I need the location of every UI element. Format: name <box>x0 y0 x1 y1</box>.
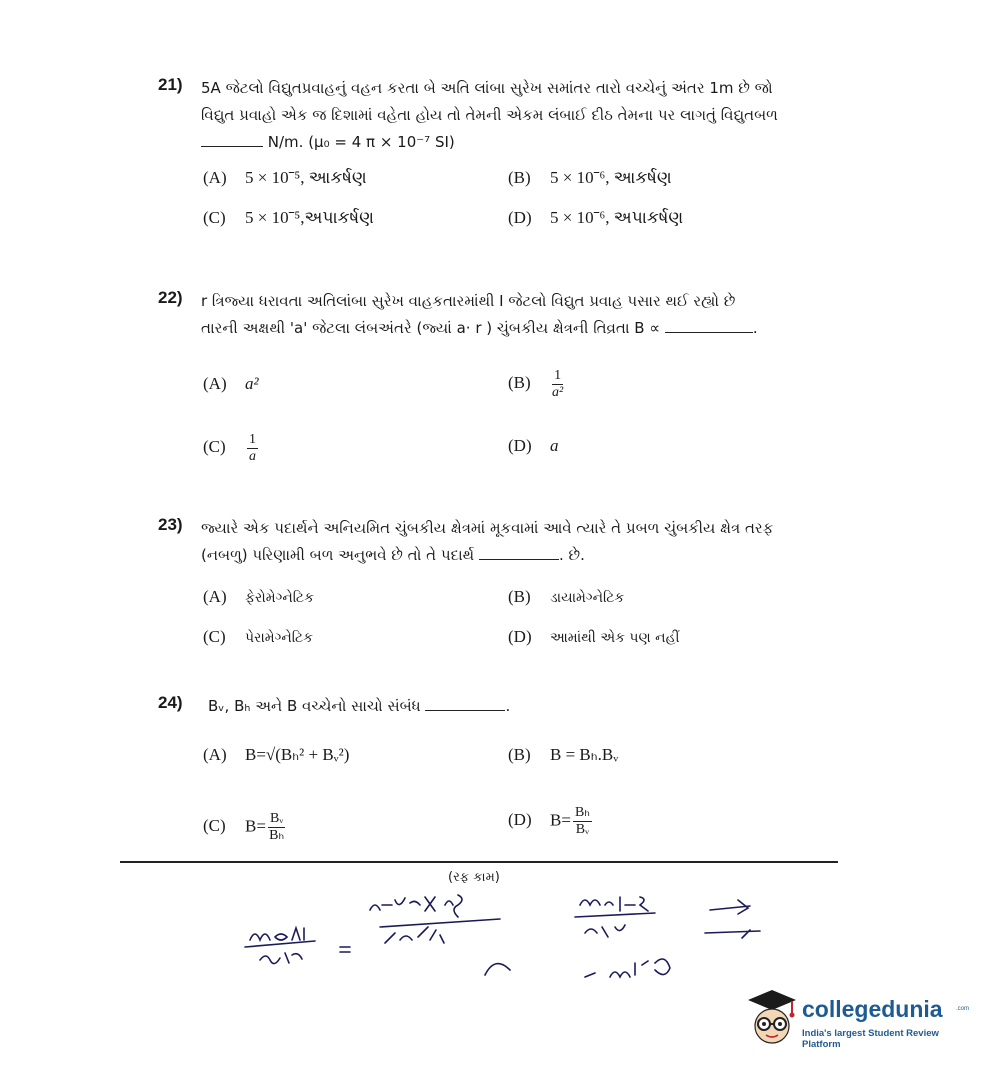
question-22 <box>158 288 818 478</box>
option-b[interactable]: (B) $\frac{1}{\text{a²}}$ <box>508 368 564 400</box>
option-a[interactable]: (A) B=√(Bₕ² + Bᵥ²) <box>203 745 350 764</box>
option-d[interactable]: (D) B= $\frac{\text{Bₕ}}{\text{Bᵥ}}$ <box>508 805 590 837</box>
question-text: 5A જેટલો વિદ્યુતપ્રવાહનું વહન કરતા બે અતિ લાંબા સુરેખ સમાંતર તારો વચ્ચેનું અંતર 1m છે જો વિદ્યુત પ્રવાહો એક જ દિશામાં વહેતા હોય તો તેમની એકમ લંબાઈ દીઠ તેમના પર લાગતું વિદ્યુતબળ N/m. (μ₀ = 4 π × 10⁻⁷ SI) <box>201 79 778 151</box>
logo-tagline: India's largest Student Review Platform <box>802 1028 939 1050</box>
fraction: $\frac{\text{Bₕ}}{\text{Bᵥ}}$ <box>574 805 590 837</box>
logo-suffix: .com <box>956 1006 970 1012</box>
fraction: $\frac{\text{Bᵥ}}{\text{Bₕ}}$ <box>269 811 285 843</box>
answer-blank <box>665 332 753 333</box>
option-c[interactable]: (C) B= $\frac{\text{Bᵥ}}{\text{Bₕ}}$ <box>203 811 285 843</box>
collegedunia-logo[interactable] <box>744 990 970 1050</box>
question-text: જ્યારે એક પદાર્થને અનિયમિત ચુંબકીય ક્ષેત્રમાં મૂકવામાં આવે ત્યારે તે પ્રબળ ચુંબકીય ક્ષેત્ર તરફ (નબળુ) પરિણામી બળ અનુભવે છે તો તે પદાર્થ . છે. <box>201 519 774 564</box>
option-b[interactable]: (B) ડાયામેગ્નેટિક <box>508 587 625 606</box>
answer-blank <box>201 146 263 147</box>
logo-name: collegedunia <box>802 996 943 1022</box>
fraction: $\frac{1}{\text{a²}}$ <box>552 368 564 400</box>
option-d[interactable]: (D) આમાંથી એક પણ નહીં <box>508 627 680 646</box>
option-c[interactable]: (C) પેરામેગ્નેટિક <box>203 627 313 646</box>
question-text: r ત્રિજ્યા ધરાવતા અતિલાંબા સુરેખ વાહકતારમાંથી I જેટલો વિદ્યુત પ્રવાહ પસાર થઈ રહ્યો છે તારની અક્ષથી 'a' જેટલા લંબઅંતરે (જ્યાં a· r ) ચુંબકીય ક્ષેત્રની તિવ્રતા B ∝ . <box>201 292 758 337</box>
rough-work-label: (રફ કામ) <box>448 870 500 885</box>
option-d[interactable]: (D) a <box>508 436 559 455</box>
option-a[interactable]: (A) ફેરોમેગ્નેટિક <box>203 587 314 606</box>
question-23 <box>158 515 818 655</box>
handwritten-scribbles <box>230 885 790 985</box>
question-number: 23) <box>158 515 183 534</box>
question-number: 21) <box>158 75 183 94</box>
graduate-mascot-icon <box>744 990 800 1050</box>
option-a[interactable]: (A) a² <box>203 374 259 393</box>
section-divider <box>120 861 838 863</box>
answer-blank <box>479 559 559 560</box>
option-a[interactable]: (A) 5 × 10⁻⁵, આકર્ષણ <box>203 168 367 187</box>
option-b[interactable]: (B) B = Bₕ.Bᵥ <box>508 745 619 764</box>
question-number: 22) <box>158 288 183 307</box>
option-c[interactable]: (C) 5 × 10⁻⁵,અપાકર્ષણ <box>203 208 375 227</box>
question-21 <box>158 75 818 235</box>
question-text: Bᵥ, Bₕ અને B વચ્ચેનો સાચો સંબંધ . <box>208 697 511 715</box>
fraction: $\frac{1}{a}$ <box>249 432 256 464</box>
option-d[interactable]: (D) 5 × 10⁻⁶, અપાકર્ષણ <box>508 208 684 227</box>
question-number: 24) <box>158 693 183 712</box>
option-b[interactable]: (B) 5 × 10⁻⁶, આકર્ષણ <box>508 168 672 187</box>
answer-blank <box>425 710 505 711</box>
option-c[interactable]: (C) $\frac{1}{a}$ <box>203 432 256 464</box>
question-24 <box>158 693 818 853</box>
